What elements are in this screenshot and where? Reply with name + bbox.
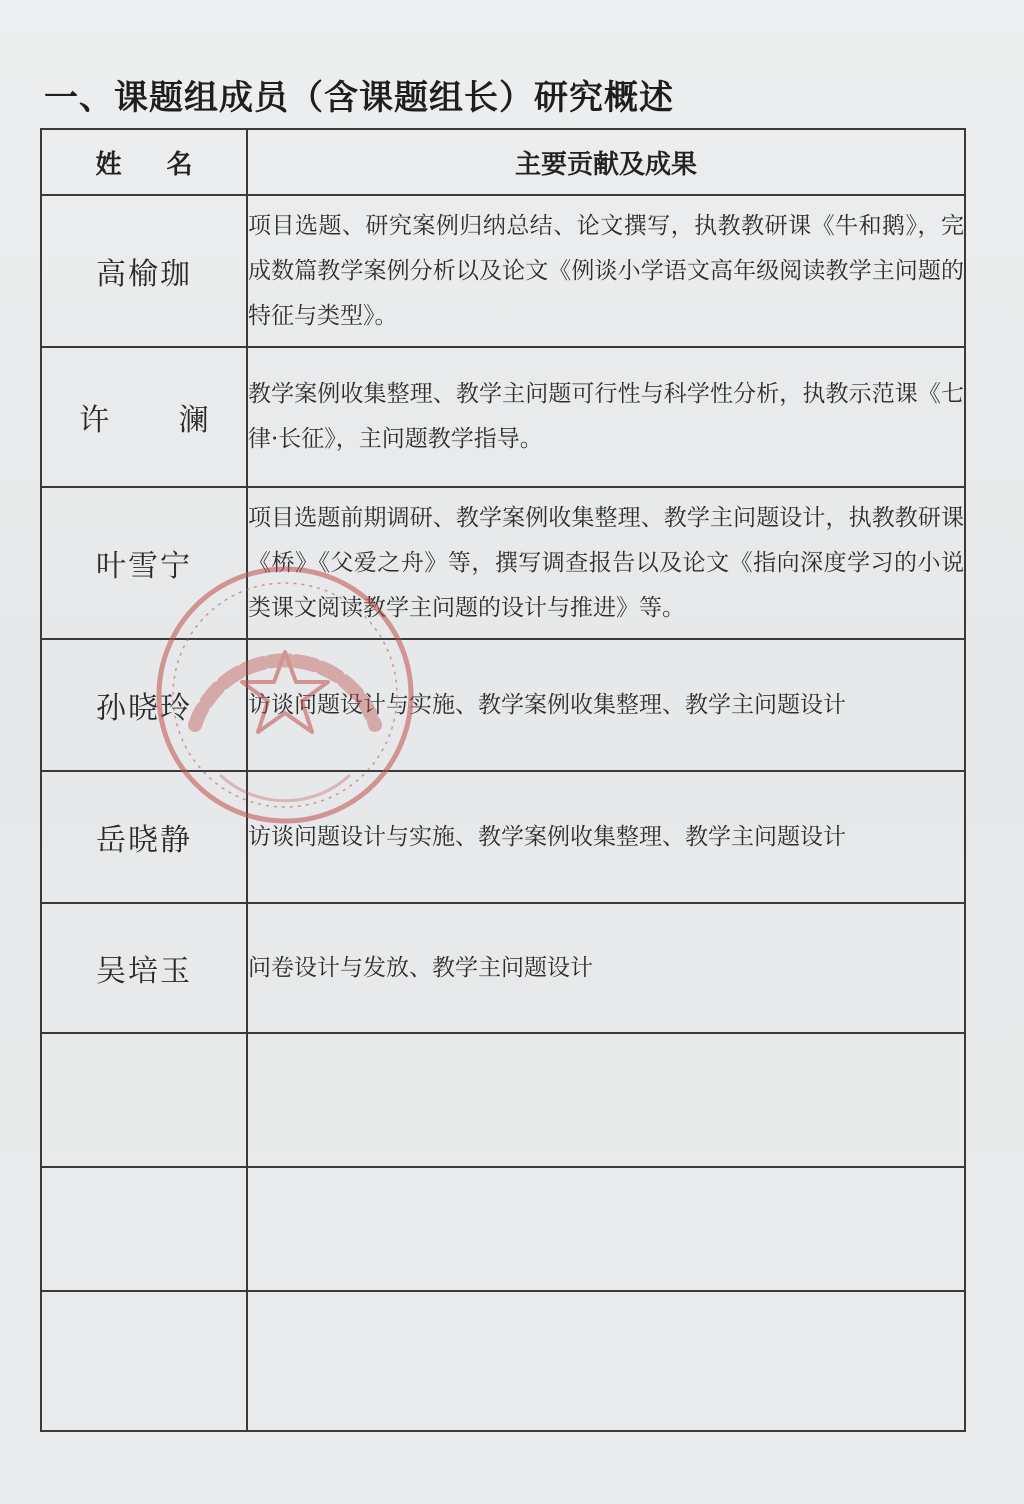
member-name: 叶雪宁 [41,487,247,639]
member-contribution [247,1291,965,1431]
member-contribution: 项目选题前期调研、教学案例收集整理、教学主问题设计，执教教研课《桥》《父爱之舟》等，撰写调查报告以及论文《指向深度学习的小说类课文阅读教学主问题的设计与推进》等。 [247,487,965,639]
member-contribution: 教学案例收集整理、教学主问题可行性与科学性分析，执教示范课《七律·长征》，主问题教学指导。 [247,347,965,487]
member-summary-table [40,128,966,1432]
member-name [41,1291,247,1431]
table-row [41,639,965,771]
table-header-row [41,129,965,195]
header-contribution: 主要贡献及成果 [247,129,965,195]
table-row [41,1291,965,1431]
member-contribution: 访谈问题设计与实施、教学案例收集整理、教学主问题设计 [247,771,965,903]
table-row [41,487,965,639]
member-contribution [247,1033,965,1167]
table-row [41,1167,965,1291]
member-name: 孙晓玲 [41,639,247,771]
table-row [41,771,965,903]
member-contribution [247,1167,965,1291]
member-contribution: 项目选题、研究案例归纳总结、论文撰写，执教教研课《牛和鹅》，完成数篇教学案例分析以及论文《例谈小学语文高年级阅读教学主问题的特征与类型》。 [247,195,965,347]
member-name [41,1167,247,1291]
member-name: 高榆珈 [41,195,247,347]
member-name: 吴培玉 [41,903,247,1033]
table-row [41,195,965,347]
member-name: 岳晓静 [41,771,247,903]
table-row [41,1033,965,1167]
table-row [41,903,965,1033]
member-contribution: 问卷设计与发放、教学主问题设计 [247,903,965,1033]
member-name [41,1033,247,1167]
table-row [41,347,965,487]
section-title: 一、课题组成员（含课题组长）研究概述 [44,78,674,118]
member-name: 许 澜 [41,347,247,487]
member-contribution: 访谈问题设计与实施、教学案例收集整理、教学主问题设计 [247,639,965,771]
header-name: 姓 名 [41,129,247,195]
